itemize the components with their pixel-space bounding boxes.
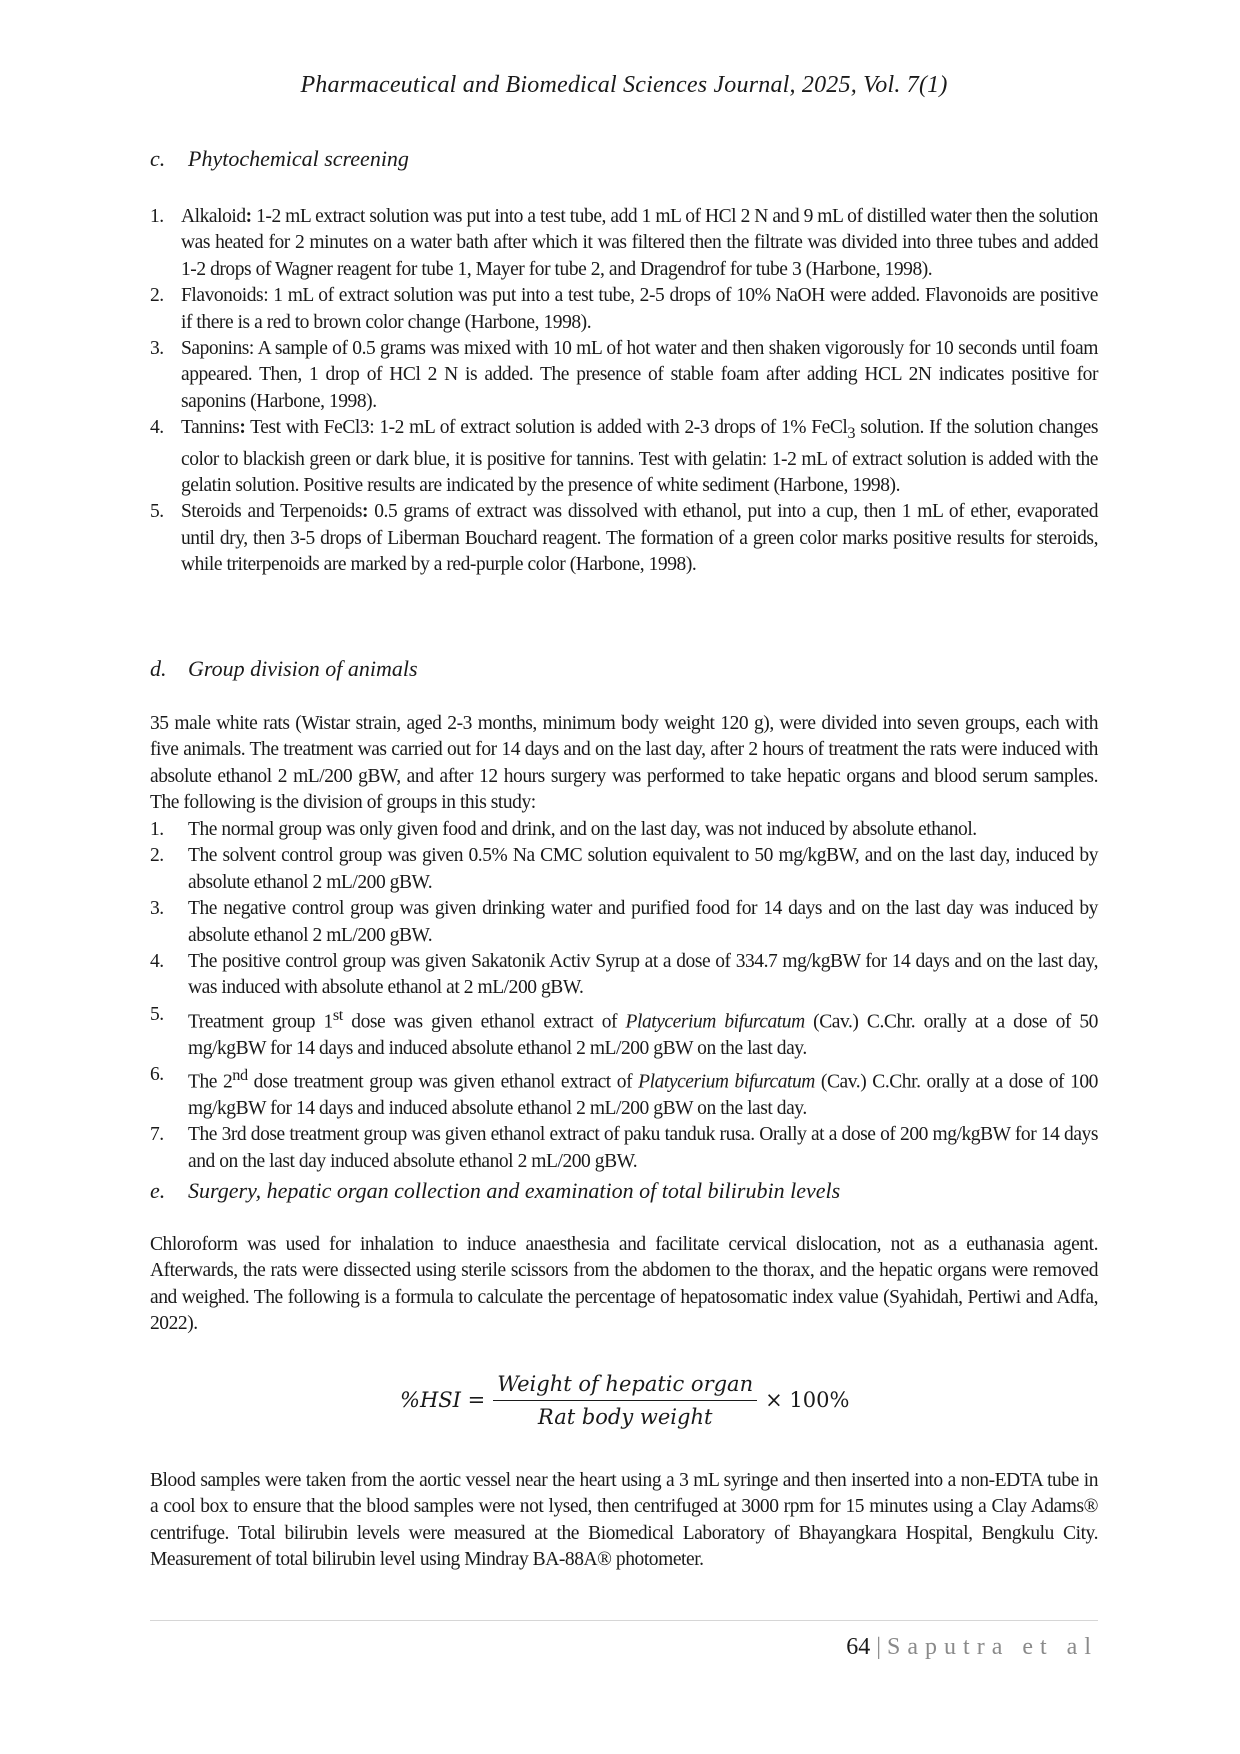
formula-numerator: Weight of hepatic organ (493, 1372, 757, 1401)
item-number: 4. (150, 951, 164, 973)
item-term: Tannins (181, 417, 240, 439)
section-letter: d. (150, 656, 167, 681)
item-text: The negative control group was given drinking water and purified food for 14 days and on the last day was induced by absolute ethanol 2 mL/200 gBW. (188, 898, 1098, 946)
list-item (150, 283, 1098, 336)
journal-header: Pharmaceutical and Biomedical Sciences Journal, 2025, Vol. 7(1) (300, 72, 948, 98)
item-number: 5. (150, 501, 164, 523)
item-colon: : (248, 338, 254, 360)
item-text: Treatment group 1 (188, 1011, 333, 1033)
item-number: 1. (150, 206, 164, 227)
item-text: 1 mL of extract solution was put into a test tube, 2-5 drops of 10% NaOH were added. Flavonoids are positive if there is a red to brown color change (Harbone, 1998). (181, 285, 1098, 333)
formula-fraction (493, 1372, 757, 1429)
item-number: 7. (150, 1124, 164, 1146)
item-colon: : (263, 285, 269, 307)
list-item (150, 415, 1098, 499)
item-text: (Cav.) C.Chr. orally at a dose of 50 mg/kgBW for 14 days and induced absolute ethanol 2 mL/200 gBW on the last day. (188, 1011, 1098, 1059)
item-text: The positive control group was given Sakatonik Activ Syrup at a dose of 334.7 mg/kgBW for 14 days and on the last day, was induced with absolute ethanol at 2 mL/200 gBW. (188, 951, 1098, 999)
item-text: (Cav.) C.Chr. orally at a dose of 100 mg/kgBW for 14 days and induced absolute ethanol 2 mL/200 gBW on the last day. (188, 1071, 1098, 1120)
superscript: st (332, 1005, 343, 1024)
item-number: 3. (150, 898, 164, 920)
blood-sample-paragraph: Blood samples were taken from the aortic vessel near the heart using a 3 mL syringe and then inserted into a non-EDTA tube in a cool box to ensure that the blood samples were not lysed, then centrifuged at 3000 rpm for 15 minutes using a Clay Adams® centrifuge. Total bilirubin levels were measured at the Biomedical Laboratory of Bhayangkara Hospital, Bengkulu City. Measurement of total bilirubin level using Mindray BA-88A® photometer. (150, 1470, 1098, 1571)
list-item (150, 1062, 1098, 1122)
item-text: Test with FeCl3: 1-2 mL of extract solution is added with 2-3 drops of 1% FeCl (245, 417, 848, 439)
list-item (150, 896, 1098, 949)
screening-list (150, 204, 1098, 579)
page-footer (846, 1634, 1098, 1661)
section-title: Surgery, hepatic organ collection and examination of total bilirubin levels (188, 1178, 841, 1203)
formula-denominator: Rat body weight (537, 1404, 713, 1429)
species-name: Platycerium bifurcatum (625, 1011, 805, 1033)
item-text: dose treatment group was given ethanol extract of (247, 1071, 639, 1093)
item-text: A sample of 0.5 grams was mixed with 10 mL of hot water and then shaken vigorously for 10 seconds until foam appeared. Then, 1 drop of HCl 2 N is added. The presence of stable foam after adding HCL 2N indicates positive for saponins (Harbone, 1998). (181, 338, 1098, 412)
item-term: Alkaloid (181, 206, 246, 227)
footer-divider (150, 1620, 1098, 1621)
page-number: 64 (846, 1634, 871, 1660)
list-item (150, 1002, 1098, 1062)
item-text: 1-2 mL extract solution was put into a test tube, add 1 mL of HCl 2 N and 9 mL of distilled water then the solution was heated for 2 minutes on a water bath after which it was filtered then the filtrate was divided into three tubes and added 1-2 drops of Wagner reagent for tube 1, Mayer for tube 2, and Dragendrof for tube 3 (Harbone, 1998). (181, 206, 1098, 280)
item-number: 5. (150, 1003, 164, 1025)
item-text: The 3rd dose treatment group was given ethanol extract of paku tanduk rusa. Orally at a dose of 200 mg/kgBW for 14 days and on the last day induced absolute ethanol 2 mL/200 gBW. (188, 1124, 1098, 1172)
group-list (150, 817, 1098, 1175)
list-item (150, 843, 1098, 896)
section-heading-d (150, 656, 418, 682)
section-letter: e. (150, 1178, 166, 1203)
item-colon: : (245, 206, 252, 227)
item-term: Saponins (181, 338, 249, 360)
surgery-paragraph: Chloroform was used for inhalation to induce anaesthesia and facilitate cervical dislocation, not as a euthanasia agent. Afterwards, the rats were dissected using sterile scissors from the abdomen to the thorax, and the hepatic organs were removed and weighed. The following is a formula to calculate the percentage of hepatosomatic index value (Syahidah, Pertiwi and Adfa, 2022). (150, 1234, 1098, 1335)
species-name: Platycerium bifurcatum (638, 1071, 815, 1093)
item-text: The solvent control group was given 0.5% Na CMC solution equivalent to 50 mg/kgBW, and on the last day, induced by absolute ethanol 2 mL/200 gBW. (188, 845, 1098, 893)
formula-lhs: %HSI = (400, 1388, 486, 1412)
item-colon: : (362, 501, 369, 523)
formula-rhs: × 100% (765, 1388, 850, 1412)
section-heading-c (150, 146, 409, 172)
list-item (150, 499, 1098, 578)
subscript: 3 (847, 424, 856, 443)
item-number: 2. (150, 285, 164, 307)
item-text: 0.5 grams of extract was dissolved with ethanol, put into a cup, then 1 mL of ether, evaporated until dry, then 3-5 drops of Liberman Bouchard reagent. The formation of a green color marks positive results for steroids, while triterpenoids are marked by a red-purple color (Harbone, 1998). (181, 501, 1099, 576)
item-text: The normal group was only given food and drink, and on the last day, was not induced by absolute ethanol. (188, 819, 977, 840)
item-term: Steroids and Terpenoids (181, 501, 363, 523)
footer-separator: | (876, 1634, 882, 1660)
item-number: 1. (150, 819, 164, 840)
item-number: 6. (150, 1064, 164, 1086)
hsi-formula (400, 1360, 849, 1440)
item-text: dose was given ethanol extract of (342, 1011, 626, 1033)
item-colon: : (239, 417, 246, 439)
section-title: Group division of animals (188, 656, 418, 681)
footer-authors: Saputra et al (887, 1634, 1098, 1660)
list-item (150, 817, 1098, 843)
list-item (150, 949, 1098, 1002)
item-term: Flavonoids (181, 285, 264, 307)
list-item (150, 1122, 1098, 1175)
superscript: nd (232, 1066, 248, 1085)
item-text: solution. If the solution changes color to blackish green or dark blue, it is positive for tannins. Test with gelatin: 1-2 mL of extract solution is added with the gelatin solution. Positive results are indicated by the presence of white sediment (Harbone, 1998). (181, 417, 1098, 496)
list-item (150, 336, 1098, 415)
item-number: 2. (150, 845, 164, 867)
group-intro-paragraph: 35 male white rats (Wistar strain, aged 2-3 months, minimum body weight 120 g), were divided into seven groups, each with five animals. The treatment was carried out for 14 days and on the last day, after 2 hours of treatment the rats were induced with absolute ethanol 2 mL/200 gBW, and after 12 hours surgery was performed to take hepatic organs and blood serum samples. The following is the division of groups in this study: (150, 713, 1098, 814)
item-number: 4. (150, 417, 164, 439)
list-item (150, 204, 1098, 283)
item-number: 3. (150, 338, 164, 360)
section-heading-e (150, 1178, 840, 1204)
item-text: The 2 (188, 1071, 233, 1093)
section-letter: c. (150, 146, 166, 171)
section-title: Phytochemical screening (188, 146, 409, 171)
